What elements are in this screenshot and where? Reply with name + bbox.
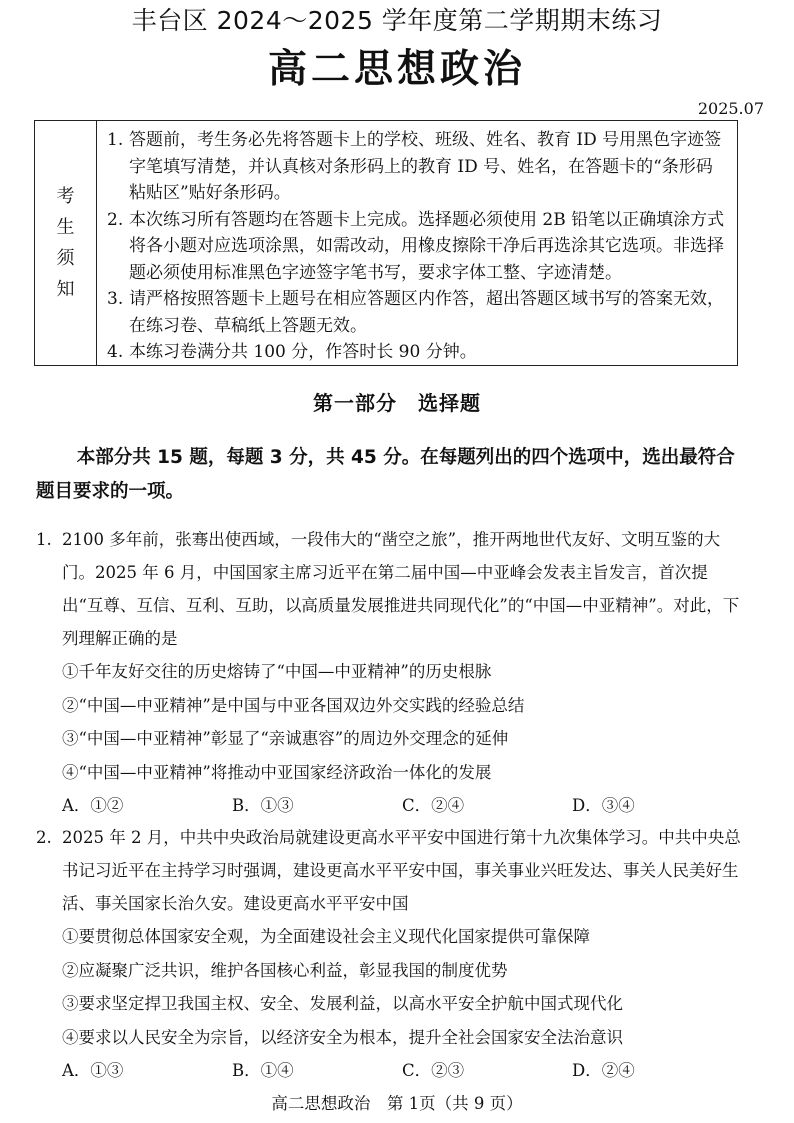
question-number: 2. [36, 828, 52, 847]
section-intro: 本部分共 15 题，每题 3 分，共 45 分。在每题列出的四个选项中，选出最符合题目要求的一项。 [36, 447, 735, 502]
question-text: 2025 年 2 月，中共中央政治局就建设更高水平平安中国进行第十九次集体学习。中共中央总书记习近平在主持学习时强调，建设更高水平平安中国，事关事业兴旺发达、事关人民美好生活、事关国家长治久安。建设更高水平平安中国 [62, 828, 741, 913]
statement-item: ④要求以人民安全为宗旨，以经济安全为根本，提升全社会国家安全法治意识 [62, 1027, 623, 1047]
answer-option-b: B．①④ [232, 1061, 294, 1080]
notice-item-number: 4. [107, 342, 124, 362]
notice-item-number: 2. [107, 209, 124, 230]
answer-option-c: C．②③ [402, 1061, 465, 1080]
notice-item [107, 286, 729, 339]
notice-list [97, 121, 737, 365]
question-stem [36, 821, 742, 920]
statement-item: ②“中国—中亚精神”是中国与中亚各国双边外交实践的经验总结 [62, 695, 525, 715]
answer-option-a: A．①② [62, 796, 124, 815]
statement-item: ④“中国—中亚精神”将推动中亚国家经济政治一体化的发展 [62, 762, 492, 782]
statement-item: ②应凝聚广泛共识，维护各国核心利益，彰显我国的制度优势 [62, 960, 508, 980]
statement-item: ③“中国—中亚精神”彰显了“亲诚惠容”的周边外交理念的延伸 [62, 729, 509, 748]
answer-option-b: B．①③ [232, 796, 294, 815]
notice-item [107, 127, 729, 207]
exam-name: 丰台区 2024～2025 学年度第二学期期末练习 [131, 6, 663, 35]
notice-item-number: 3. [107, 289, 124, 309]
notice-item-text: 请严格按照答题卡上题号在相应答题区内作答，超出答题区域书写的答案无效，在练习卷、草稿纸上答题无效。 [129, 289, 724, 336]
notice-item-text: 本次练习所有答题均在答题卡上完成。选择题必须使用 2B 铅笔以正确填涂方式将各小题对应选项涂黑，如需改动，用橡皮擦除干净后再选涂其它选项。非选择题必须使用标准黑色字迹签字笔书写，要求字体工整、字迹清楚。 [129, 209, 725, 283]
candidate-notice-box [34, 120, 738, 366]
notice-label-char: 知 [56, 279, 75, 300]
notice-item-number: 1. [107, 130, 124, 150]
notice-item [107, 339, 729, 366]
section-title: 第一部分 选择题 [313, 391, 481, 415]
notice-label-char: 须 [56, 248, 75, 269]
notice-item-text: 本练习卷满分共 100 分，作答时长 90 分钟。 [129, 342, 477, 362]
notice-label-char: 考 [56, 186, 75, 207]
notice-item-text: 答题前，考生务必先将答题卡上的学校、班级、姓名、教育 ID 号用黑色字迹签字笔填写清楚，并认真核对条形码上的教育 ID 号、姓名，在答题卡的“条形码粘贴区”贴好条形码。 [129, 130, 722, 203]
question-text: 2100 多年前，张骞出使西域，一段伟大的“凿空之旅”，推开两地世代友好、文明互鉴的大门。2025 年 6 月，中国国家主席习近平在第二届中国—中亚峰会发表主旨发言，首次提出“互尊、互信、互利、互助，以高质量发展推进共同现代化”的“中国—中亚精神”。对此，下列理解正确的是 [62, 530, 740, 648]
question-stem [36, 523, 742, 655]
page-footer: 高二思想政治 第 1页（共 9 页） [271, 1094, 523, 1113]
question-1 [36, 523, 742, 823]
statement-item: ③要求坚定捍卫我国主权、安全、发展利益，以高水平安全护航中国式现代化 [62, 994, 623, 1013]
statement-item: ①要贯彻总体国家安全观，为全面建设社会主义现代化国家提供可靠保障 [62, 927, 590, 946]
statement-item: ①千年友好交往的历史熔铸了“中国—中亚精神”的历史根脉 [62, 662, 492, 681]
question-2 [36, 821, 742, 1088]
answer-option-d: D．③④ [572, 796, 635, 815]
answer-option-a: A．①③ [62, 1061, 124, 1080]
answer-options [62, 789, 742, 823]
exam-date: 2025.07 [697, 99, 764, 118]
answer-option-c: C．②④ [402, 796, 465, 815]
notice-label-char: 生 [56, 217, 75, 238]
page-title: 高二思想政治 [267, 47, 526, 92]
question-number: 1. [36, 530, 52, 549]
notice-item [107, 207, 729, 287]
answer-option-d: D．②④ [572, 1061, 635, 1080]
notice-label [35, 121, 97, 365]
answer-options [62, 1054, 742, 1088]
